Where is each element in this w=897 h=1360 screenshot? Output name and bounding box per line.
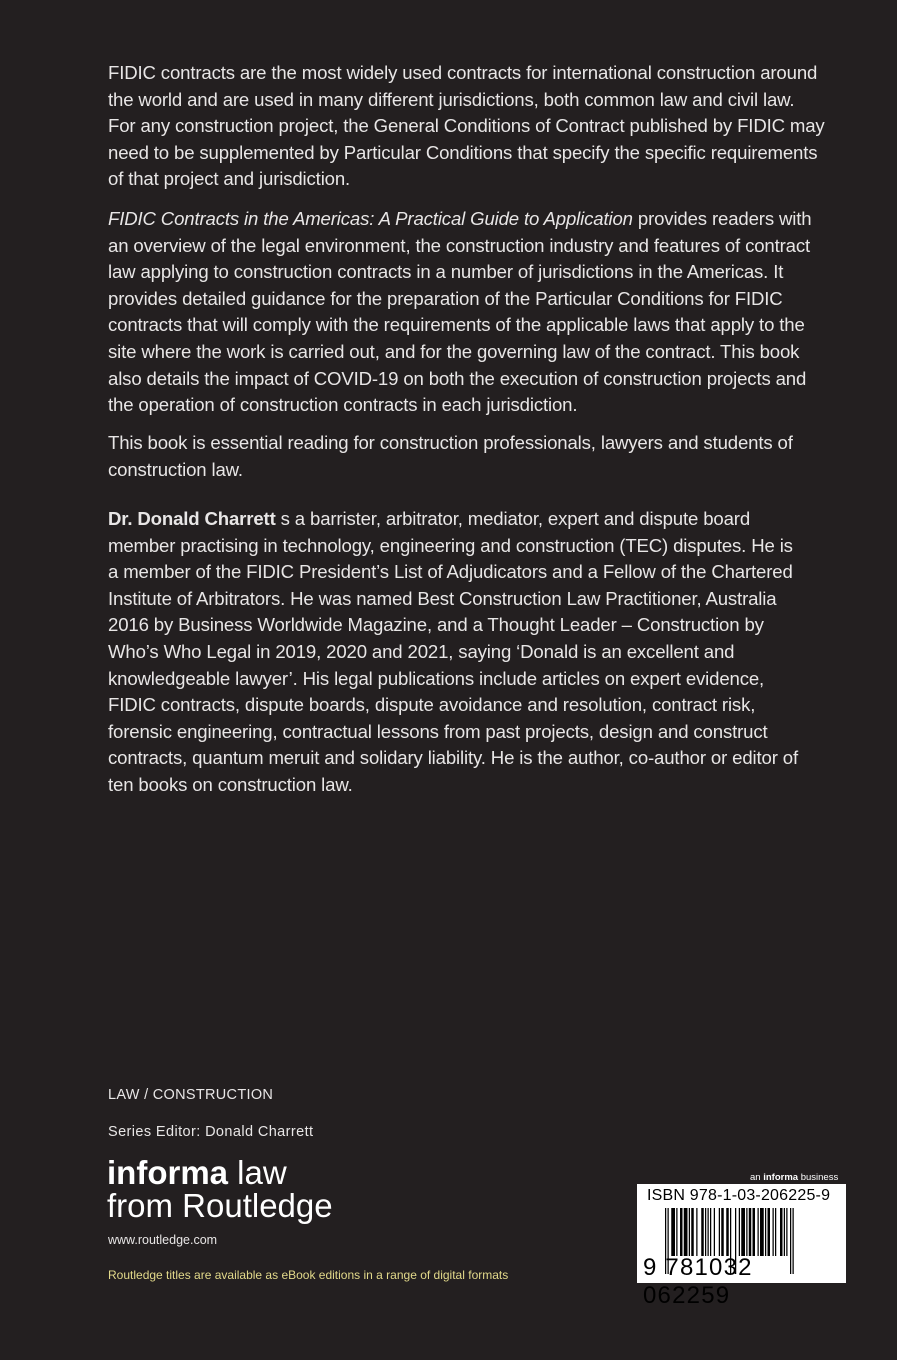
isbn-text: ISBN 978-1-03-206225-9 bbox=[647, 1187, 831, 1204]
text-line: contracts that will comply with the requirements of the applicable laws that apply to the bbox=[108, 314, 805, 336]
barcode-bar bbox=[780, 1208, 783, 1256]
text-line: knowledgeable lawyer’. His legal publications include articles on expert evidence, bbox=[108, 667, 765, 689]
barcode-bar bbox=[753, 1208, 756, 1256]
barcode-bar bbox=[765, 1208, 766, 1256]
ean-digits: 9 781032 062259 bbox=[643, 1254, 753, 1309]
text-line: member practising in technology, engineering and construction (TEC) disputes. He is bbox=[108, 534, 793, 556]
text-line: of that project and jurisdiction. bbox=[108, 168, 351, 190]
barcode-bar bbox=[726, 1208, 729, 1256]
text-line: FIDIC contracts are the most widely used contracts for international construction around bbox=[108, 62, 818, 83]
barcode-bar bbox=[773, 1208, 774, 1256]
barcode-bar bbox=[696, 1208, 697, 1256]
text-line: construction law. bbox=[108, 458, 243, 480]
barcode-bar bbox=[708, 1208, 709, 1256]
barcode-bar bbox=[684, 1208, 688, 1256]
informa-business-label: an informa business bbox=[750, 1172, 839, 1183]
text-line: This book is essential reading for construction professionals, lawyers and students of bbox=[108, 432, 793, 453]
text-line: law applying to construction contracts in a number of jurisdictions in the Americas. It bbox=[108, 261, 784, 283]
barcode-bar bbox=[680, 1208, 683, 1256]
barcode-bar bbox=[691, 1208, 694, 1256]
series-editor: Series Editor: Donald Charrett bbox=[108, 1124, 314, 1140]
text-line: a member of the FIDIC President’s List of Adjudicators and a Fellow of the Chartered bbox=[108, 561, 793, 583]
author-name: Dr. Donald Charrett bbox=[108, 508, 276, 529]
text-line: Institute of Arbitrators. He was named Best Construction Law Practitioner, Australia bbox=[108, 587, 777, 609]
text-line: also details the impact of COVID-19 on both the execution of construction projects and bbox=[108, 367, 807, 389]
barcode-bar bbox=[689, 1208, 690, 1256]
text-line: the operation of construction contracts in each jurisdiction. bbox=[108, 394, 578, 416]
text-line: 2016 by Business Worldwide Magazine, and a Thought Leader – Construction by bbox=[108, 614, 764, 636]
text-line: ten books on construction law. bbox=[108, 773, 353, 795]
isbn-barcode bbox=[637, 1184, 846, 1309]
barcode-bar bbox=[739, 1208, 740, 1256]
barcode-bar bbox=[741, 1208, 745, 1256]
text-line: the world and are used in many different jurisdictions, both common law and civil law. bbox=[108, 88, 795, 110]
barcode-bar bbox=[710, 1208, 711, 1256]
barcode-bar bbox=[749, 1208, 752, 1256]
barcode-bar bbox=[775, 1208, 776, 1256]
barcode-bar bbox=[719, 1208, 720, 1256]
barcode-bar bbox=[701, 1208, 704, 1256]
barcode-bar bbox=[721, 1208, 724, 1256]
publisher-url[interactable]: www.routledge.com bbox=[108, 1233, 218, 1247]
text-line: FIDIC contracts, dispute boards, dispute avoidance and resolution, contract risk, bbox=[108, 694, 756, 716]
barcode-bar bbox=[760, 1208, 764, 1256]
barcode-bar bbox=[671, 1208, 675, 1256]
barcode-bar bbox=[784, 1208, 785, 1256]
description-paragraph-1 bbox=[108, 60, 825, 193]
text-line: an overview of the legal environment, the construction industry and features of contract bbox=[108, 234, 811, 256]
text-line: contracts, quantum meruit and solidary liability. He is the author, co-author or editor of bbox=[108, 747, 798, 769]
text-line: Who’s Who Legal in 2019, 2020 and 2021, saying ‘Donald is an excellent and bbox=[108, 640, 735, 662]
text-line: forensic engineering, contractual lessons from past projects, design and construct bbox=[108, 720, 768, 742]
description-paragraph-2: FIDIC Contracts in the Americas: A Practical Guide to Application provides readers with an overview of the legal environment, the construction industry and features of contract law applying to construction contracts in a number of jurisdictions in the Americas. It provides detailed guidance for the preparation of the Particular Conditions for FIDIC contracts that will comply with the requirements of the applicable laws that apply to the site where the work is carried out, and for the governing law of the contract. This book also details the impact of COVID-19 on both the execution of construction projects and the operation of construction contracts in each jurisdiction. bbox=[108, 206, 811, 419]
author-bio: Dr. Donald Charrett s a barrister, arbitrator, mediator, expert and dispute board member practising in technology, engineering and construction (TEC) disputes. He is a member of the FIDIC President’s List of Adjudicators and a Fellow of the Chartered Institute of Arbitrators. He was named Best Construction Law Practitioner, Australia 2016 by Business Worldwide Magazine, and a Thought Leader – Construction by Who’s Who Legal in 2019, 2020 and 2021, saying ‘Donald is an excellent and knowledgeable lawyer’. His legal publications include articles on expert evidence, FIDIC contracts, dispute boards, dispute avoidance and resolution, contract risk, forensic engineering, contractual lessons from past projects, design and construct contracts, quantum meruit and solidary liability. He is the author, co-author or editor of ten books on construction law. bbox=[108, 506, 798, 799]
publisher-logo: informa law from Routledge bbox=[107, 1154, 333, 1224]
barcode-bar bbox=[758, 1208, 759, 1256]
book-title: FIDIC Contracts in the Americas: A Practical Guide to Application bbox=[108, 208, 633, 229]
barcode-bar bbox=[768, 1208, 771, 1256]
text-line: For any construction project, the General Conditions of Contract published by FIDIC may bbox=[108, 115, 825, 137]
text-line: need to be supplemented by Particular Conditions that specify the specific requirements bbox=[108, 141, 818, 163]
barcode-bar bbox=[786, 1208, 787, 1256]
subject-category: LAW / CONSTRUCTION bbox=[108, 1087, 274, 1103]
description-paragraph-3 bbox=[108, 430, 793, 483]
text-line: site where the work is carried out, and for the governing law of the contract. This book bbox=[108, 340, 800, 362]
barcode-bar bbox=[676, 1208, 677, 1256]
barcode-bar bbox=[714, 1208, 715, 1256]
barcode-bar bbox=[746, 1208, 747, 1256]
ebook-note: Routledge titles are available as eBook editions in a range of digital formats bbox=[108, 1268, 509, 1282]
barcode-bar bbox=[705, 1208, 706, 1256]
text-line: provides detailed guidance for the preparation of the Particular Conditions for FIDIC bbox=[108, 287, 783, 309]
